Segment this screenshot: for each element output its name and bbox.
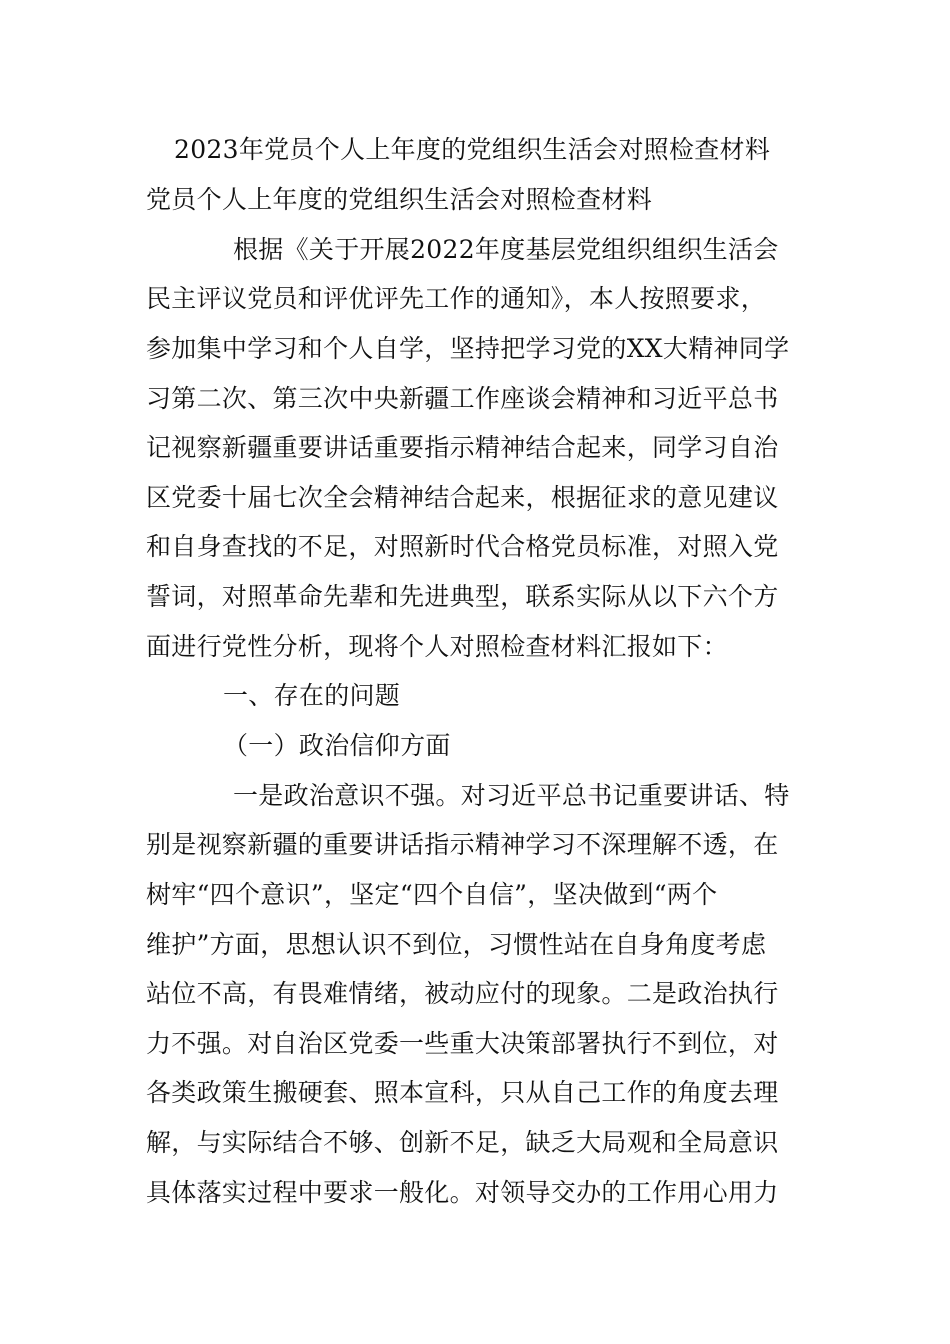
body-line: 具体落实过程中要求一般化。对领导交办的工作用心用力 [146,1178,779,1207]
intro-line: 面进行党性分析，现将个人对照检查材料汇报如下： [146,632,728,661]
subsection-heading: （一）政治信仰方面 [223,731,451,760]
document-subtitle: 党员个人上年度的党组织生活会对照检查材料 [146,185,653,214]
intro-line: 习第二次、第三次中央新疆工作座谈会精神和习近平总书 [146,384,779,413]
intro-line: 民主评议党员和评优评先工作的通知》，本人按照要求， [146,284,767,313]
intro-line: 区党委十届七次全会精神结合起来，根据征求的意见建议 [146,483,779,512]
document-title: 2023年党员个人上年度的党组织生活会对照检查材料 [174,135,771,164]
intro-line: 根据《关于开展2022年度基层党组织组织生活会 [233,235,779,264]
intro-line: 和自身查找的不足，对照新时代合格党员标准，对照入党 [146,532,779,561]
body-line: 树牢“四个意识”，坚定“四个自信”，坚决做到“两个 [146,880,718,909]
body-line: 站位不高，有畏难情绪，被动应付的现象。二是政治执行 [146,979,779,1008]
section-heading: 一、存在的问题 [223,681,401,710]
intro-line: 记视察新疆重要讲话重要指示精神结合起来，同学习自治 [146,433,779,462]
body-line: 一是政治意识不强。对习近平总书记重要讲话、特 [233,781,790,810]
body-line: 力不强。对自治区党委一些重大决策部署执行不到位，对 [146,1029,779,1058]
body-line: 解，与实际结合不够、创新不足，缺乏大局观和全局意识 [146,1128,779,1157]
body-line: 各类政策生搬硬套、照本宣科，只从自己工作的角度去理 [146,1078,779,1107]
intro-line: 誓词，对照革命先辈和先进典型，联系实际从以下六个方 [146,582,779,611]
body-line: 维护”方面，思想认识不到位，习惯性站在自身角度考虑 [146,930,767,959]
body-line: 别是视察新疆的重要讲话指示精神学习不深理解不透，在 [146,830,779,859]
intro-line: 参加集中学习和个人自学，坚持把学习党的XX大精神同学 [146,334,790,363]
